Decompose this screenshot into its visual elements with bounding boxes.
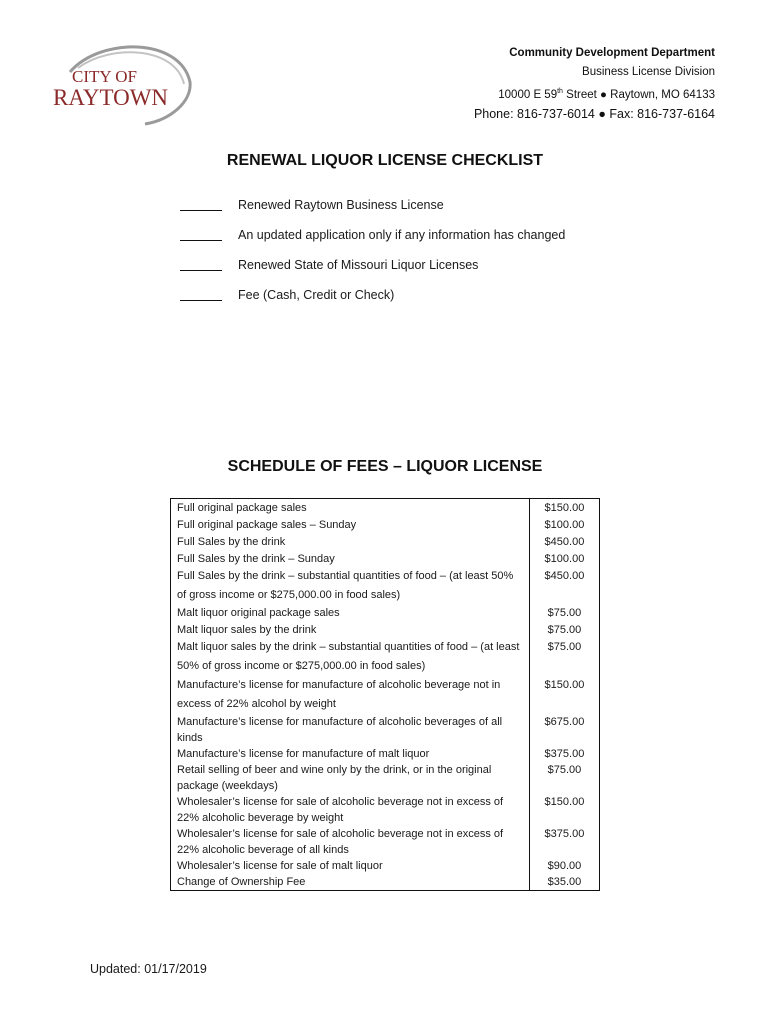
fee-amount: $450.00	[544, 536, 585, 548]
table-row	[171, 604, 600, 622]
table-row	[171, 638, 600, 675]
division-name: Business License Division	[582, 66, 715, 78]
city-logo	[50, 42, 200, 132]
check-blank	[180, 230, 222, 241]
table-row	[171, 794, 600, 826]
fee-amount: $100.00	[544, 553, 585, 565]
fee-description: Full Sales by the drink – substantial quantities of food – (at least 50% of gross income or $275,000.00 in food sales)	[171, 567, 530, 604]
check-blank	[180, 260, 222, 271]
checklist	[180, 190, 565, 310]
fees-title: SCHEDULE OF FEES – LIQUOR LICENSE	[227, 458, 543, 475]
fee-description: Wholesaler’s license for sale of alcoholic beverage not in excess of 22% alcoholic beverage by weight	[171, 794, 530, 826]
fee-schedule-table	[170, 498, 600, 891]
fee-amount: $150.00	[544, 796, 585, 808]
table-row	[171, 675, 600, 714]
table-row	[171, 746, 600, 762]
fee-description: Wholesaler’s license for sale of malt liquor	[171, 858, 530, 874]
fee-amount: $75.00	[547, 607, 582, 619]
table-row	[171, 533, 600, 551]
check-blank	[180, 290, 222, 301]
logo-line2: RAYTOWN	[53, 85, 169, 110]
fee-description: Manufacture’s license for manufacture of alcoholic beverage not in excess of 22% alcohol by weight	[171, 675, 530, 714]
checklist-item: An updated application only if any information has changed	[180, 220, 565, 250]
checklist-item: Fee (Cash, Credit or Check)	[180, 280, 565, 310]
fee-amount: $90.00	[547, 860, 582, 872]
table-row	[171, 762, 600, 794]
fee-description: Full Sales by the drink – Sunday	[171, 551, 530, 567]
table-row	[171, 551, 600, 567]
fee-description: Change of Ownership Fee	[171, 874, 530, 891]
fee-amount: $150.00	[544, 502, 585, 514]
fee-amount: $450.00	[544, 570, 585, 582]
fee-amount: $675.00	[544, 716, 585, 728]
address: 10000 E 59th Street ● Raytown, MO 64133	[498, 88, 715, 101]
table-row	[171, 517, 600, 533]
fee-description: Malt liquor sales by the drink	[171, 622, 530, 638]
phone-fax: Phone: 816-737-6014 ● Fax: 816-737-6164	[473, 106, 715, 121]
table-row	[171, 622, 600, 638]
department-name: Community Development Department	[509, 47, 715, 59]
fee-amount: $100.00	[544, 519, 585, 531]
updated-date: Updated: 01/17/2019	[90, 962, 207, 976]
letterhead	[474, 44, 715, 124]
fee-description: Manufacture’s license for manufacture of malt liquor	[171, 746, 530, 762]
fee-description: Full original package sales – Sunday	[171, 517, 530, 533]
fee-description: Wholesaler’s license for sale of alcoholic beverage not in excess of 22% alcoholic beverage of all kinds	[171, 826, 530, 858]
fee-description: Malt liquor sales by the drink – substantial quantities of food – (at least 50% of gross income or $275,000.00 in food sales)	[171, 638, 530, 675]
checklist-item: Renewed State of Missouri Liquor Licenses	[180, 250, 565, 280]
fee-amount: $75.00	[547, 624, 582, 636]
fee-description: Manufacture’s license for manufacture of alcoholic beverages of all kinds	[171, 714, 530, 746]
fee-description: Malt liquor original package sales	[171, 604, 530, 622]
fee-amount: $75.00	[547, 764, 582, 776]
table-row	[171, 714, 600, 746]
check-blank	[180, 200, 222, 211]
fee-amount: $375.00	[544, 828, 585, 840]
table-row	[171, 826, 600, 858]
table-row	[171, 858, 600, 874]
fee-description: Full Sales by the drink	[171, 533, 530, 551]
fee-description: Retail selling of beer and wine only by the drink, or in the original package (weekdays)	[171, 762, 530, 794]
table-row	[171, 567, 600, 604]
table-row	[171, 499, 600, 518]
fee-amount: $150.00	[544, 679, 585, 691]
fee-description: Full original package sales	[171, 499, 530, 518]
checklist-item: Renewed Raytown Business License	[180, 190, 565, 220]
fee-amount: $375.00	[544, 748, 585, 760]
fee-amount: $75.00	[547, 641, 582, 653]
checklist-title: RENEWAL LIQUOR LICENSE CHECKLIST	[226, 152, 544, 169]
fee-amount: $35.00	[547, 876, 582, 888]
logo-line1: CITY OF	[72, 67, 138, 86]
table-row	[171, 874, 600, 891]
